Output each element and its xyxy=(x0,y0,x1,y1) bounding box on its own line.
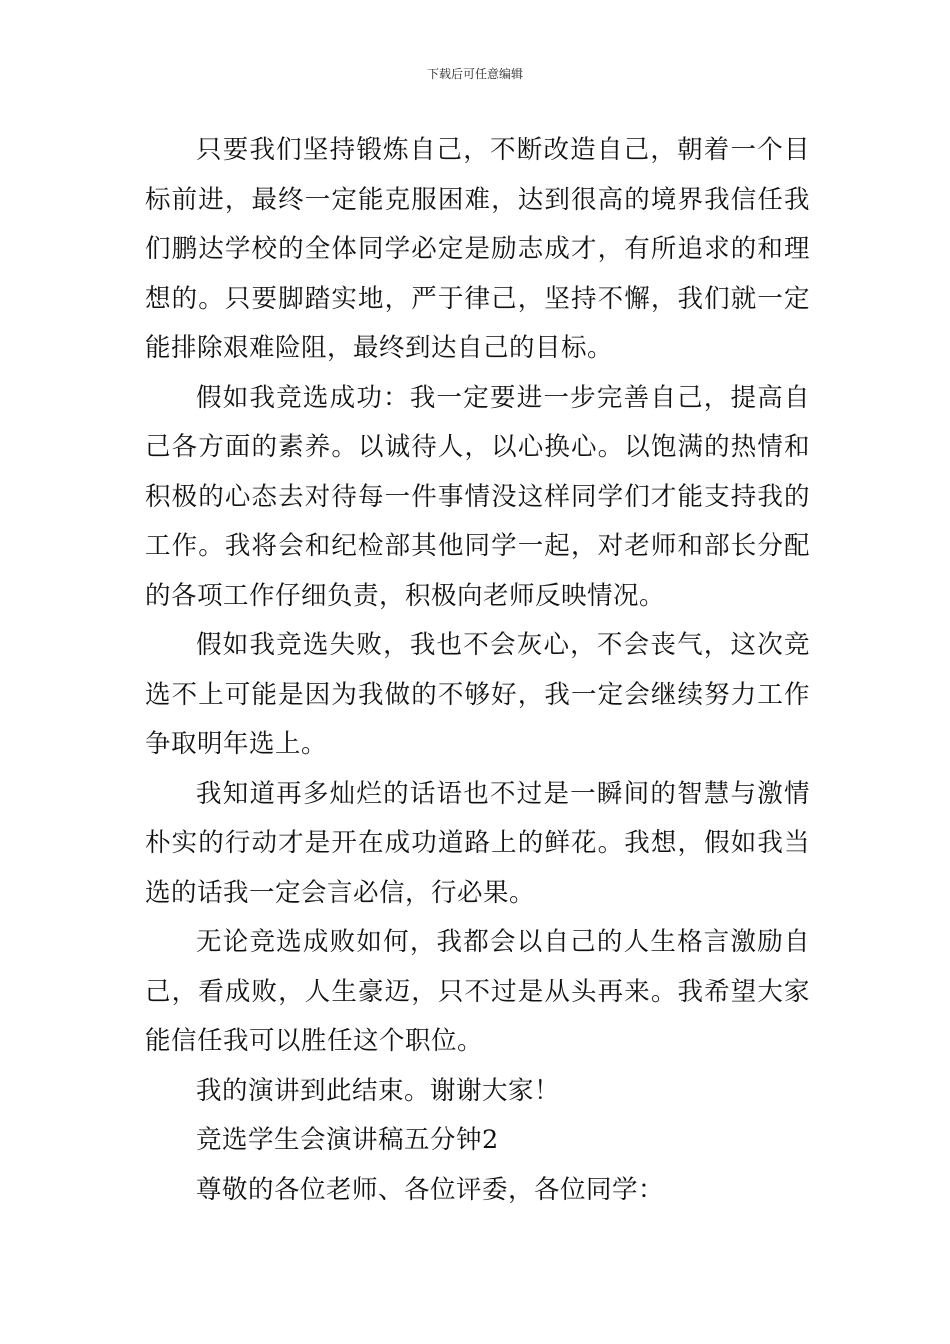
paragraph: 假如我竞选成功：我一定要进一步完善自己，提高自己各方面的素养。以诚待人，以心换心。以饱满的热情和积极的心态去对待每一件事情没这样同学们才能支持我的工作。我将会和纪检部其他同学一起，对老师和部长分配的各项工作仔细负责，积极向老师反映情况。 xyxy=(145,382,810,611)
page-header: 下载后可任意编辑 xyxy=(426,67,523,81)
closing-line: 我的演讲到此结束。谢谢大家！ xyxy=(196,1075,561,1106)
paragraph: 假如我竞选失败，我也不会灰心，不会丧气，这次竞选不上可能是因为我做的不够好，我一定会继续努力工作争取明年选上。 xyxy=(145,630,810,759)
paragraph: 只要我们坚持锻炼自己，不断改造自己，朝着一个目标前进，最终一定能克服困难，达到很高的境界我信任我们鹏达学校的全体同学必定是励志成才，有所追求的和理想的。只要脚踏实地，严于律己，坚持不懈，我们就一定能排除艰难险阻，最终到达自己的目标。 xyxy=(145,135,810,363)
paragraph: 无论竞选成败如何，我都会以自己的人生格言激励自己，看成败，人生豪迈，只不过是从头再来。我希望大家能信任我可以胜任这个职位。 xyxy=(145,927,810,1056)
section-title: 竞选学生会演讲稿五分钟2 xyxy=(196,1125,499,1155)
paragraph: 我知道再多灿烂的话语也不过是一瞬间的智慧与激情朴实的行动才是开在成功道路上的鲜花。我想，假如我当选的话我一定会言必信，行必果。 xyxy=(145,778,810,908)
document-body xyxy=(145,126,810,1215)
salutation: 尊敬的各位老师、各位评委，各位同学： xyxy=(196,1174,665,1205)
